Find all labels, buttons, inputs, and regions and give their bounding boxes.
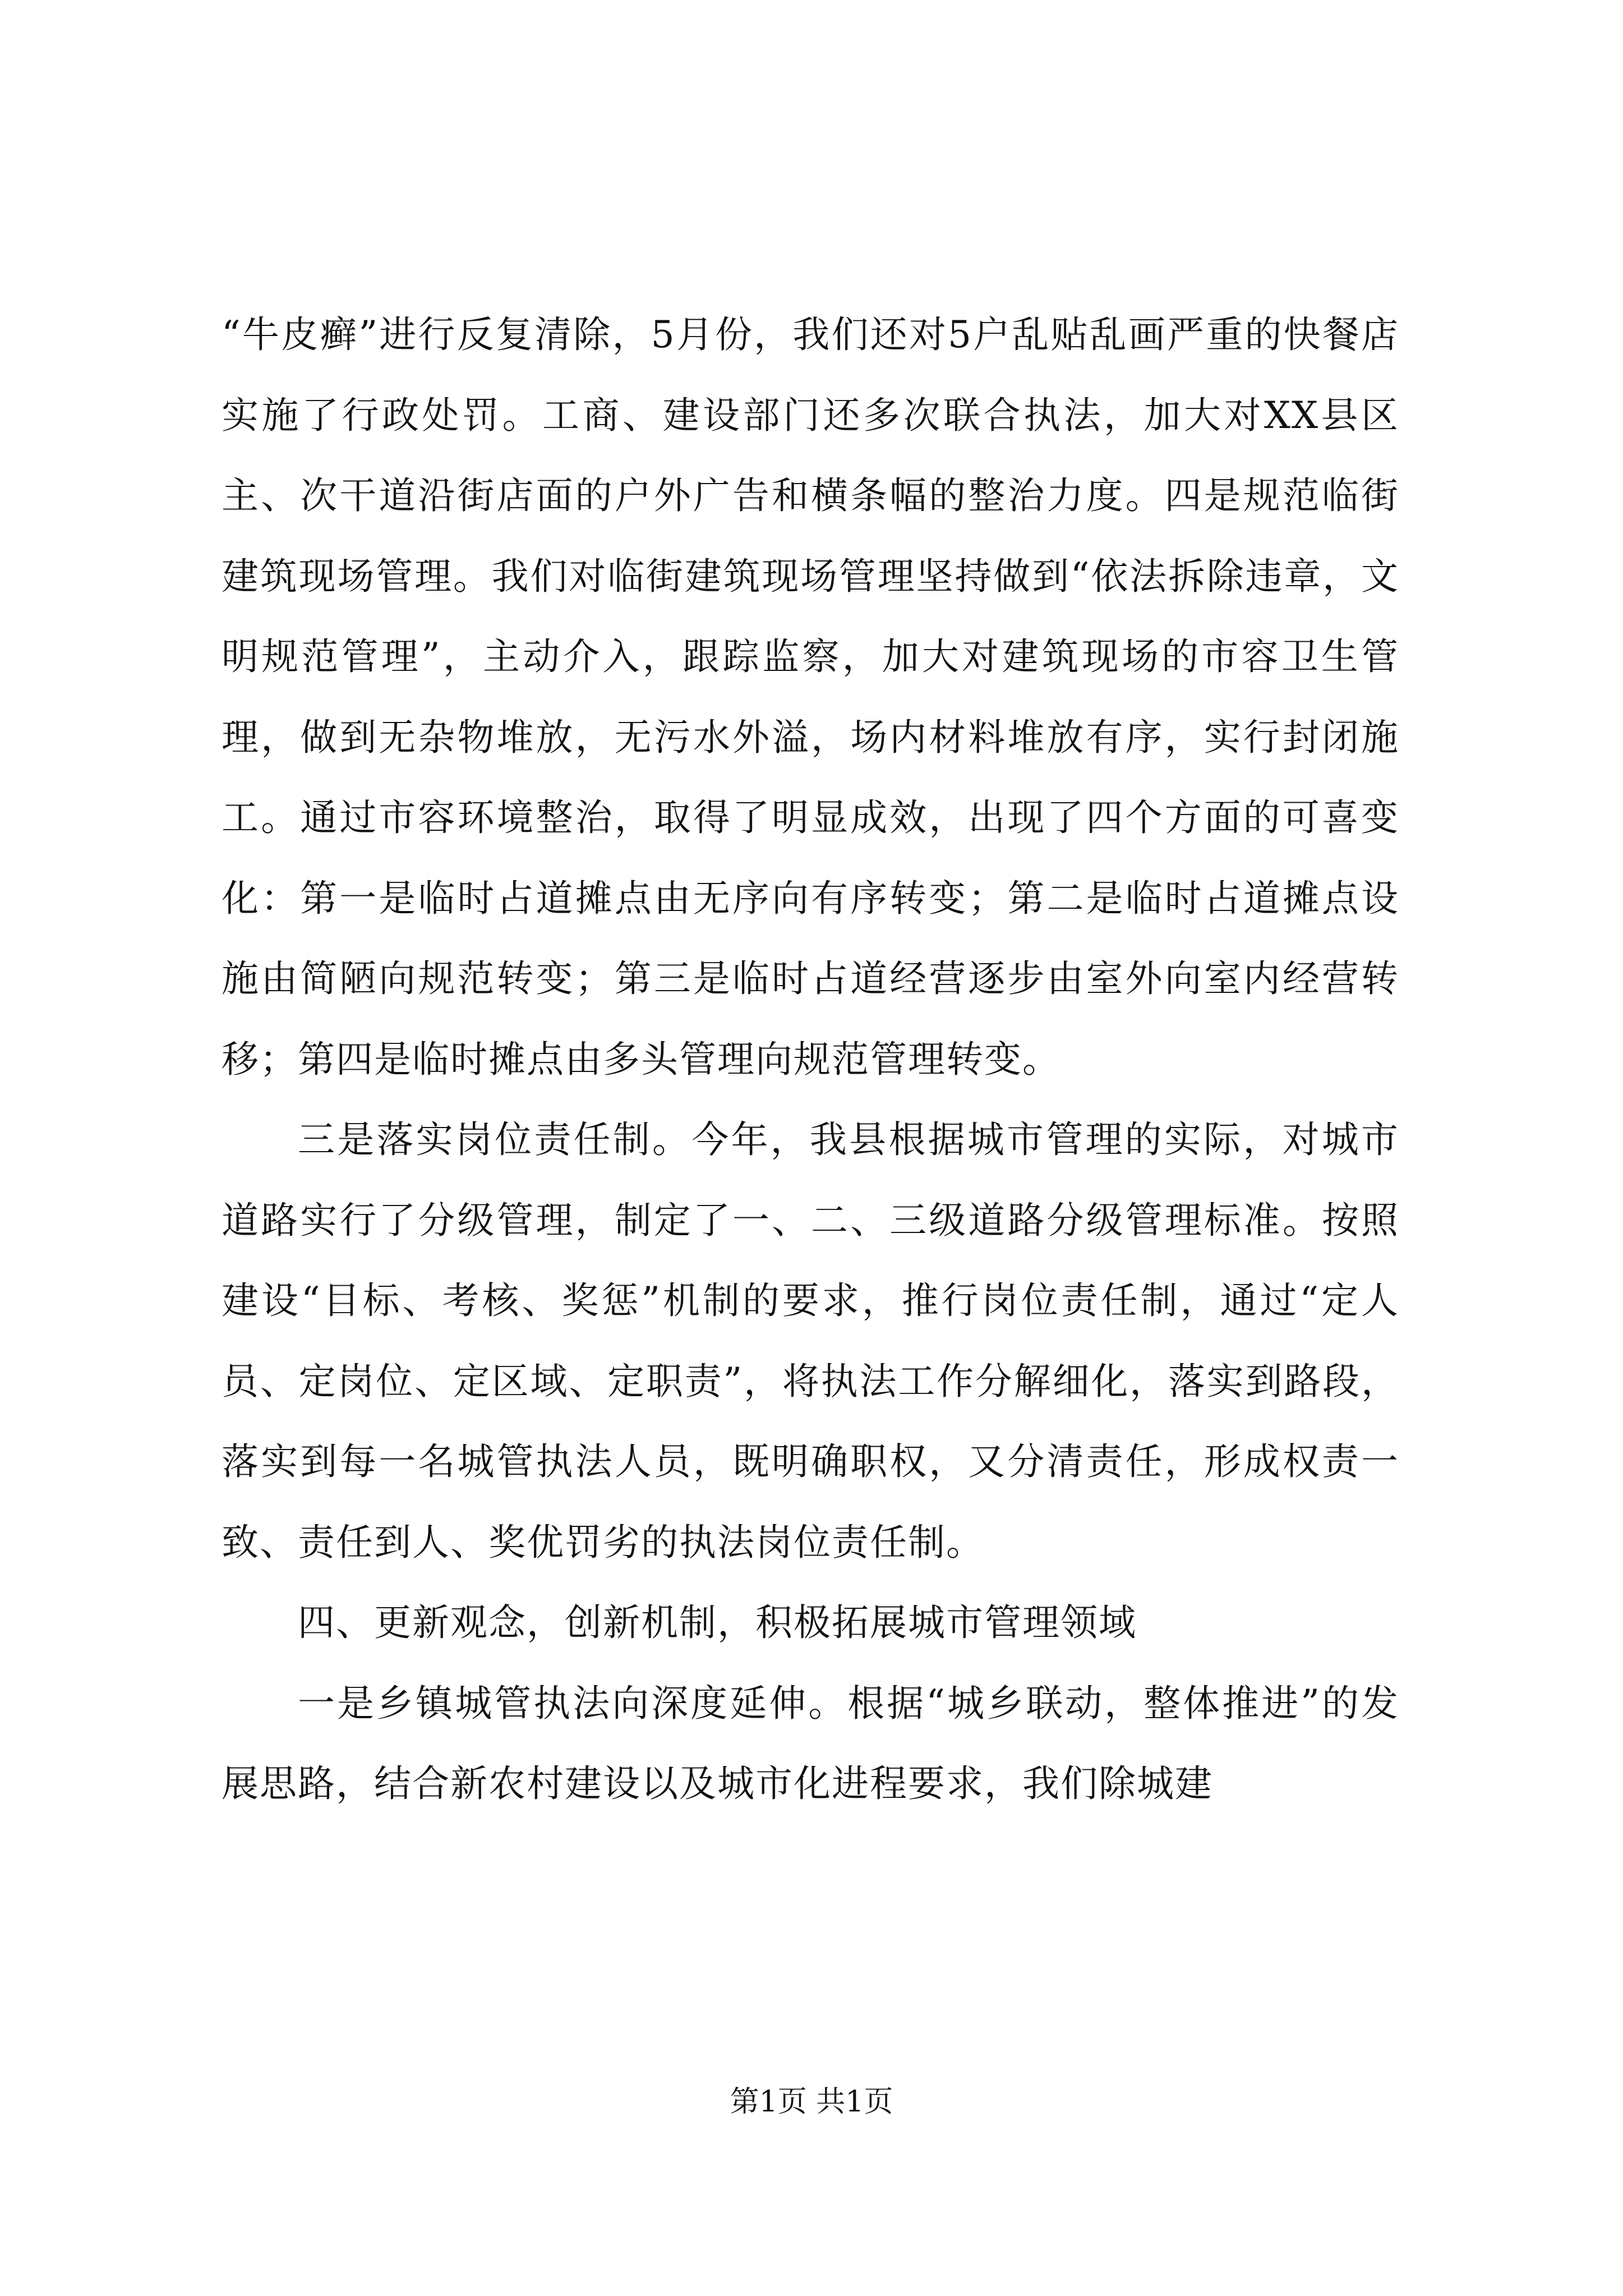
paragraph-continuation: “牛皮癣”进行反复清除，5月份，我们还对5户乱贴乱画严重的快餐店实施了行政处罚。工商、建设部门还多次联合执法，加大对XX县区主、次干道沿街店面的户外广告和横条幅的整治力度。四是规范临街建筑现场管理。我们对临街建筑现场管理坚持做到“依法拆除违章，文明规范管理”，主动介入，跟踪监察，加大对建筑现场的市容卫生管理，做到无杂物堆放，无污水外溢，场内材料堆放有序，实行封闭施工。通过市容环境整治，取得了明显成效，出现了四个方面的可喜变化：第一是临时占道摊点由无序向有序转变；第二是临时占道摊点设施由简陋向规范转变；第三是临时占道经营逐步由室外向室内经营转移；第四是临时摊点由多头管理向规范管理转变。 xyxy=(222,313,1399,1081)
paragraph-township-enforcement: 一是乡镇城管执法向深度延伸。根据“城乡联动，整体推进”的发展思路，结合新农村建设以及城市化进程要求，我们除城建 xyxy=(222,1681,1399,1805)
paragraph-post-responsibility: 三是落实岗位责任制。今年，我县根据城市管理的实际，对城市道路实行了分级管理，制定了一、二、三级道路分级管理标准。按照建设“目标、考核、奖惩”机制的要求，推行岗位责任制，通过“定人员、定岗位、定区域、定职责”，将执法工作分解细化，落实到路段，落实到每一名城管执法人员，既明确职权，又分清责任，形成权责一致、责任到人、奖优罚劣的执法岗位责任制。 xyxy=(222,1118,1399,1564)
section-heading: 四、更新观念，创新机制，积极拓展城市管理领域 xyxy=(298,1601,1137,1644)
document-body xyxy=(222,295,1399,1824)
page-footer: 第1页 共1页 xyxy=(730,2085,893,2119)
